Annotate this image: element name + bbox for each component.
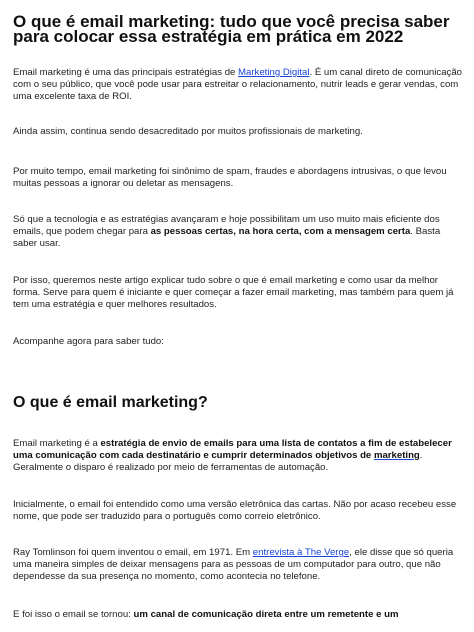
section-paragraph-4	[13, 609, 465, 621]
section-paragraph-2: Inicialmente, o email foi entendido como uma versão eletrônica das cartas. Não por acaso recebeu esse nome, que pode ser traduzido para o português como correio eletrônico.	[13, 499, 457, 522]
text: . Basta saber usar.	[13, 225, 441, 249]
section-heading: O que é email marketing?	[13, 394, 208, 411]
intro-paragraph-6: Acompanhe agora para saber tudo:	[13, 336, 164, 347]
marketing-digital-link[interactable]: Marketing Digital	[238, 67, 310, 78]
text: , ele disse que só queria uma maneira simples de deixar mensagens para as pessoas de um computador para outro, que não dependesse da sua presença no momento, como acontecia no telefone.	[13, 547, 454, 582]
text: Ray Tomlinson foi quem inventou o email, em 1971. Em	[13, 547, 253, 558]
text: Email marketing é uma das principais estratégias de	[13, 67, 239, 78]
text: . Geralmente o disparo é realizado por meio de ferramentas de automação.	[13, 449, 423, 473]
intro-paragraph-5: Por isso, queremos neste artigo explicar tudo sobre o que é email marketing e como usar da melhor forma. Serve para quem é iniciante e quer começar a fazer email marketing, mas também para quem já tem uma estratégia e quer melhores resultados.	[13, 275, 454, 310]
bold-text: um canal de comunicação direta entre um remetente e um	[133, 609, 399, 620]
link-label: marketing	[373, 449, 420, 461]
page-title: O que é email marketing: tudo que você precisa saber para colocar essa estratégia em prática em 2022	[13, 12, 450, 46]
marketing-link[interactable]	[374, 450, 420, 461]
the-verge-interview-link[interactable]: entrevista à The Verge	[252, 547, 350, 558]
section-paragraph-1	[13, 438, 465, 473]
intro-paragraph-4	[13, 214, 465, 249]
intro-paragraph-1	[13, 67, 465, 102]
text: E foi isso o email se tornou:	[13, 609, 134, 620]
intro-paragraph-2: Ainda assim, continua sendo desacreditado por muitos profissionais de marketing.	[13, 126, 363, 137]
section-paragraph-3	[13, 547, 465, 582]
intro-paragraph-3: Por muito tempo, email marketing foi sinônimo de spam, fraudes e abordagens intrusivas, o que levou muitas pessoas a ignorar ou deletar as mensagens.	[13, 166, 447, 189]
text: Só que a tecnologia e as estratégias avançaram e hoje possibilitam um uso muito mais eficiente dos emails, que podem chegar para	[13, 214, 440, 237]
bold-text: estratégia de envio de emails para uma lista de contatos a fim de estabelecer uma comunicação com cada destinatário e cumprir determinados objetivos de	[13, 438, 452, 461]
bold-text: as pessoas certas, na hora certa, com a mensagem certa	[150, 225, 411, 237]
text: Email marketing é a	[13, 438, 101, 449]
text: . É um canal direto de comunicação com o seu público, que você pode usar para estreitar o relacionamento, nutrir leads e gerar vendas, com uma excelente taxa de ROI.	[13, 67, 463, 102]
